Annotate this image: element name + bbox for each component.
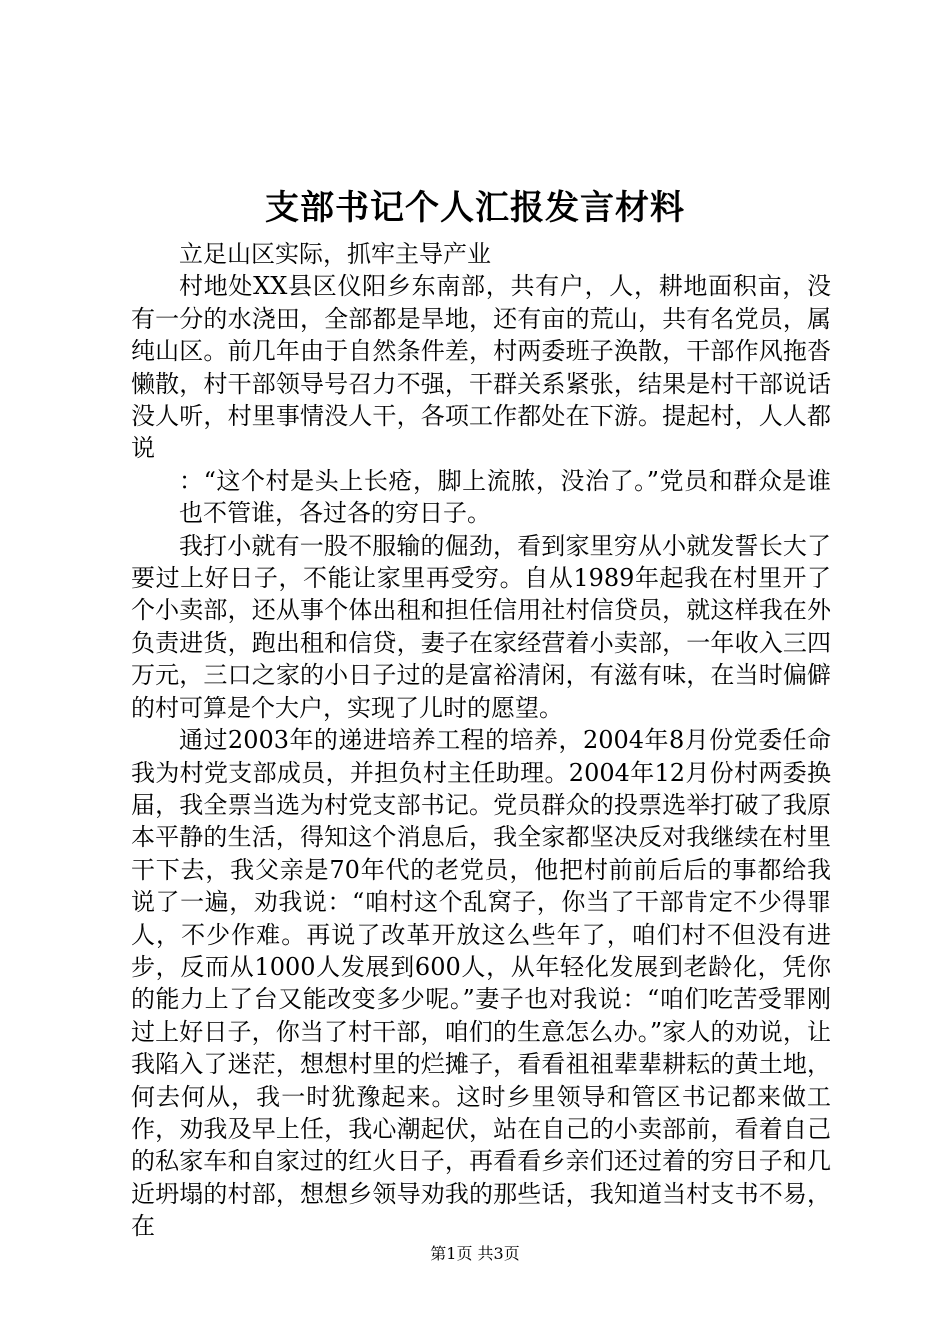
paragraph: 我打小就有一股不服输的倔劲，看到家里穷从小就发誓长大了要过上好日子，不能让家里再受穷。自从1989年起我在村里开了个小卖部，还从事个体出租和担任信用社村信贷员，就这样我在外负责进货，跑出租和信贷，妻子在家经营着小卖部，一年收入三四万元，三口之家的小日子过的是富裕清闲，有滋有味，在当时偏僻的村可算是个大户，实现了儿时的愿望。 [131,531,831,722]
paragraph: 村地处XX县区仪阳乡东南部，共有户，人，耕地面积亩，没有一分的水浇田，全部都是旱地，还有亩的荒山，共有名党员，属纯山区。前几年由于自然条件差，村两委班子涣散，干部作风拖沓懒散，村干部领导号召力不强，干群关系紧张，结果是村干部说话没人听，村里事情没人干，各项工作都处在下游。提起村，人人都说 [131,272,831,463]
document-body [131,238,831,1243]
document-title: 支部书记个人汇报发言材料 [265,188,685,228]
paragraph: 通过2003年的递进培养工程的培养，2004年8月份党委任命我为村党支部成员，并担负村主任助理。2004年12月份村两委换届，我全票当选为村党支部书记。党员群众的投票选举打破了我原本平静的生活，得知这个消息后，我全家都坚决反对我继续在村里干下去，我父亲是70年代的老党员，他把村前前后后的事都给我说了一遍，劝我说：“咱村这个乱窝子，你当了干部肯定不少得罪人，不少作难。再说了改革开放这么些年了，咱们村不但没有进步，反而从1000人发展到600人，从年轻化发展到老龄化，凭你的能力上了台又能改变多少呢。”妻子也对我说：“咱们吃苦受罪刚过上好日子，你当了村干部，咱们的生意怎么办。”家人的劝说，让我陷入了迷茫，想想村里的烂摊子，看看祖祖辈辈耕耘的黄土地，何去何从，我一时犹豫起来。这时乡里领导和管区书记都来做工作，劝我及早上任，我心潮起伏，站在自己的小卖部前，看着自己的私家车和自家过的红火日子，再看看乡亲们还过着的穷日子和几近坍塌的村部，想想乡领导劝我的那些话，我知道当村支书不易，在 [131,726,831,1241]
paragraph-subheading: 立足山区实际，抓牢主导产业 [179,240,491,268]
paragraph: ：“这个村是头上长疮，脚上流脓，没治了。”党员和群众是谁也不管谁，各过各的穷日子。 [179,466,831,528]
page-number-footer: 第1页 共3页 [430,1244,520,1263]
